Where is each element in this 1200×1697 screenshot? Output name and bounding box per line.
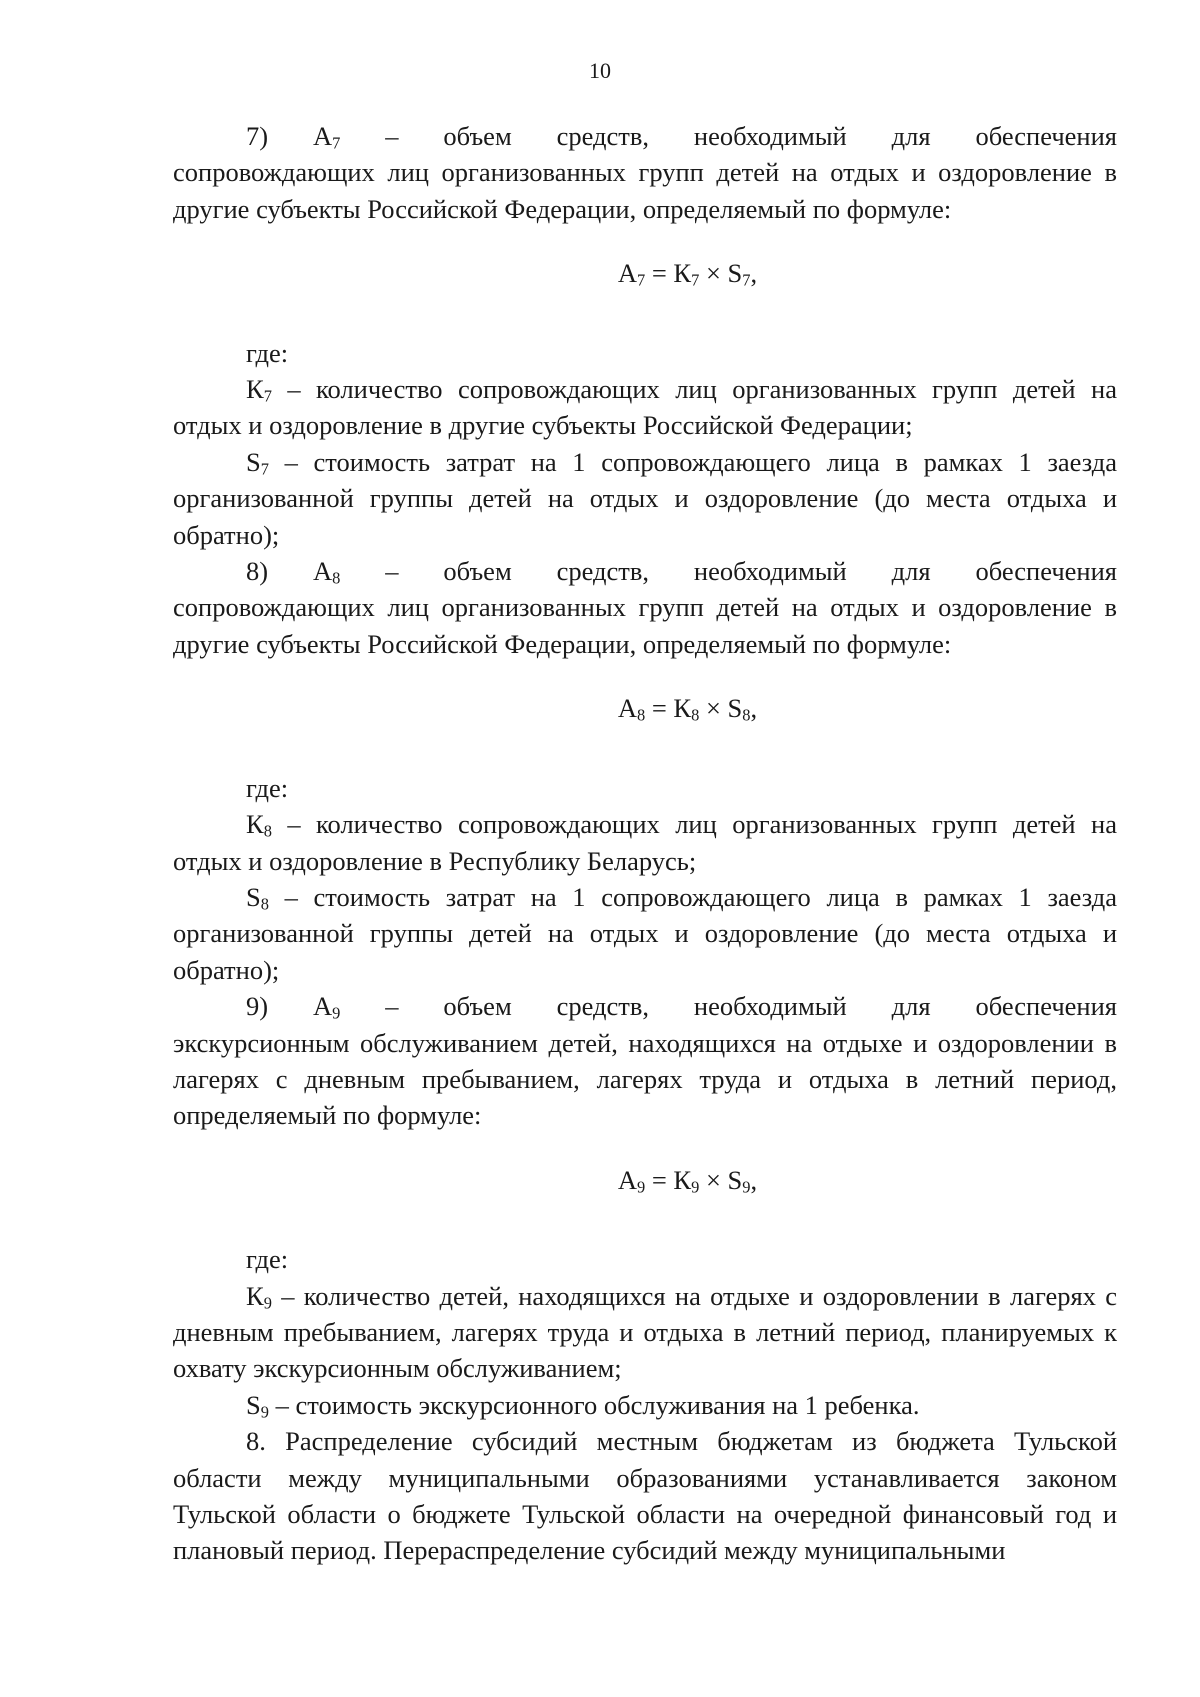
page-number: 10 [589,58,611,83]
item-9-heading: 9) $А_9$ – объем средств, необходимый для обеспечения [246,991,1117,1023]
item-9 [173,988,1117,1423]
k9-definition: $К_9$ – количество детей, находящихся на отдыхе и оздоровлении в лагерях с дневным пребыванием, лагерях труда и отдыха в летний период, планируемых к охвату экскурсионным обслуживанием; [173,1280,1117,1384]
formula-a8: $А_8 = К_8 \times S_8$, [617,693,758,725]
formula-a7: $А_7 = К_7 \times S_7$, [617,258,758,290]
item-7-heading-rest: сопровождающих лиц организованных групп детей на отдых и оздоровление в другие субъекты Российской Федерации, определяемый по формуле: [173,157,1117,224]
s9-definition: $S_9$ – стоимость экскурсионного обслуживания на 1 ребенка. [246,1389,920,1422]
document-body [173,118,1117,1569]
formula-a9: $А_9 = К_9 \times S_9$, [617,1164,758,1197]
item-8 [173,553,1117,988]
s8-definition: $S_8$ – стоимость затрат на 1 сопровождающего лица в рамках 1 заезда организованной группы детей на отдых и оздоровление (до места отдыха и обратно); [173,881,1117,985]
item-9-heading-rest: экскурсионным обслуживанием детей, находящихся на отдыхе и оздоровлении в лагерях с дневным пребыванием, лагерях труда и отдыха в летний период, определяемый по формуле: [173,1027,1117,1131]
item-8-heading: 8) $А_8$ – объем средств, необходимый для обеспечения [246,556,1117,588]
s7-definition: $S_7$ – стоимость затрат на 1 сопровождающего лица в рамках 1 заезда организованной группы детей на отдых и оздоровление (до места отдыха и обратно); [173,446,1117,550]
where-label-9: где: [246,1244,289,1275]
item-8-heading-rest: сопровождающих лиц организованных групп детей на отдых и оздоровление в другие субъекты Российской Федерации, определяемый по формуле: [173,592,1117,659]
item-7 [173,118,1117,553]
where-label-8: где: [246,772,289,803]
where-label-7: где: [246,337,289,368]
k7-definition: $К_7$ – количество сопровождающих лиц организованных групп детей на отдых и оздоровление в другие субъекты Российской Федерации; [173,374,1117,441]
k8-definition: $К_8$ – количество сопровождающих лиц организованных групп детей на отдых и оздоровление в Республику Беларусь; [173,809,1117,876]
item-7-heading: 7) $А_7$ – объем средств, необходимый для обеспечения [246,121,1117,153]
section-8-paragraph: 8. Распределение субсидий местным бюджетам из бюджета Тульской области между муниципальными образованиями устанавливается законом Тульской области о бюджете Тульской области на очередной финансовый год и плановый период. Перераспределение субсидий между муниципальными [173,1426,1117,1566]
